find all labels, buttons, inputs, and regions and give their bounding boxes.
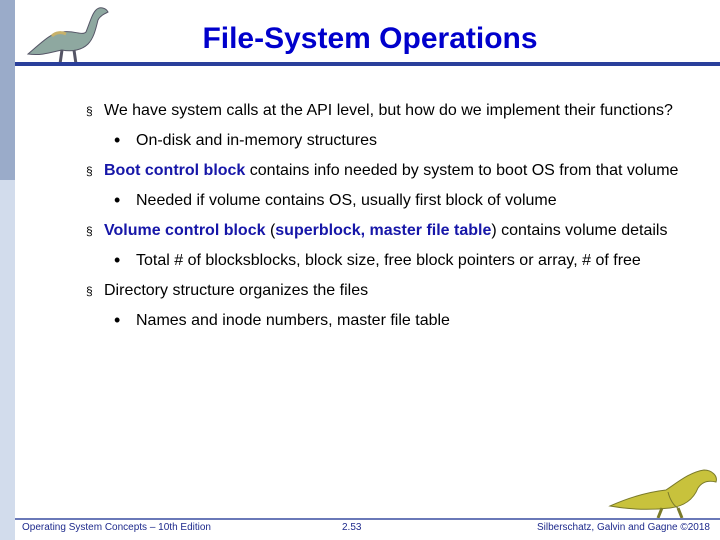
sub-bullet-1-text: On-disk and in-memory structures — [136, 132, 377, 149]
sub-bullet-marker: • — [114, 310, 121, 330]
bullet-2-text: contains info needed by system to boot OS from that volume — [245, 162, 679, 179]
sub-bullet-3 — [86, 250, 686, 272]
footer-divider — [15, 518, 720, 520]
sub-bullet-marker: • — [114, 130, 121, 150]
bullet-4 — [86, 280, 686, 302]
bullet-1 — [86, 100, 686, 122]
bullet-marker: § — [86, 164, 93, 178]
bullet-1-text: We have system calls at the API level, but how do we implement their functions? — [104, 102, 673, 119]
bullet-3-text: ) contains volume details — [491, 222, 668, 239]
volume-control-block-term: Volume control block — [104, 222, 266, 239]
superblock-term: superblock, master file table — [275, 222, 492, 239]
footer-page-number: 2.53 — [342, 522, 362, 533]
bullet-3 — [86, 220, 686, 242]
bullet-marker: § — [86, 224, 93, 238]
sidebar-bottom-stripe — [0, 180, 15, 540]
footer-book-title: Operating System Concepts – 10th Edition — [22, 522, 211, 533]
sub-bullet-marker: • — [114, 190, 121, 210]
bullet-4-text: Directory structure organizes the files — [104, 282, 369, 299]
slide-content — [86, 100, 686, 340]
bullet-marker: § — [86, 284, 93, 298]
bullet-3-paren-open: ( — [265, 222, 276, 239]
bullet-2 — [86, 160, 686, 182]
title-underline — [15, 62, 720, 66]
sub-bullet-3-text: Total # of blocksblocks, block size, free block pointers or array, # of free — [136, 252, 641, 269]
dinosaur-illustration-icon — [608, 462, 720, 520]
sub-bullet-4-text: Names and inode numbers, master file table — [136, 312, 450, 329]
sub-bullet-4 — [86, 310, 686, 332]
sub-bullet-2 — [86, 190, 686, 212]
sub-bullet-2-text: Needed if volume contains OS, usually first block of volume — [136, 192, 557, 209]
sub-bullet-1 — [86, 130, 686, 152]
bullet-marker: § — [86, 104, 93, 118]
slide-title: File-System Operations — [202, 22, 538, 55]
boot-control-block-term: Boot control block — [104, 162, 246, 179]
footer-copyright: Silberschatz, Galvin and Gagne ©2018 — [536, 522, 710, 533]
sub-bullet-marker: • — [114, 250, 121, 270]
